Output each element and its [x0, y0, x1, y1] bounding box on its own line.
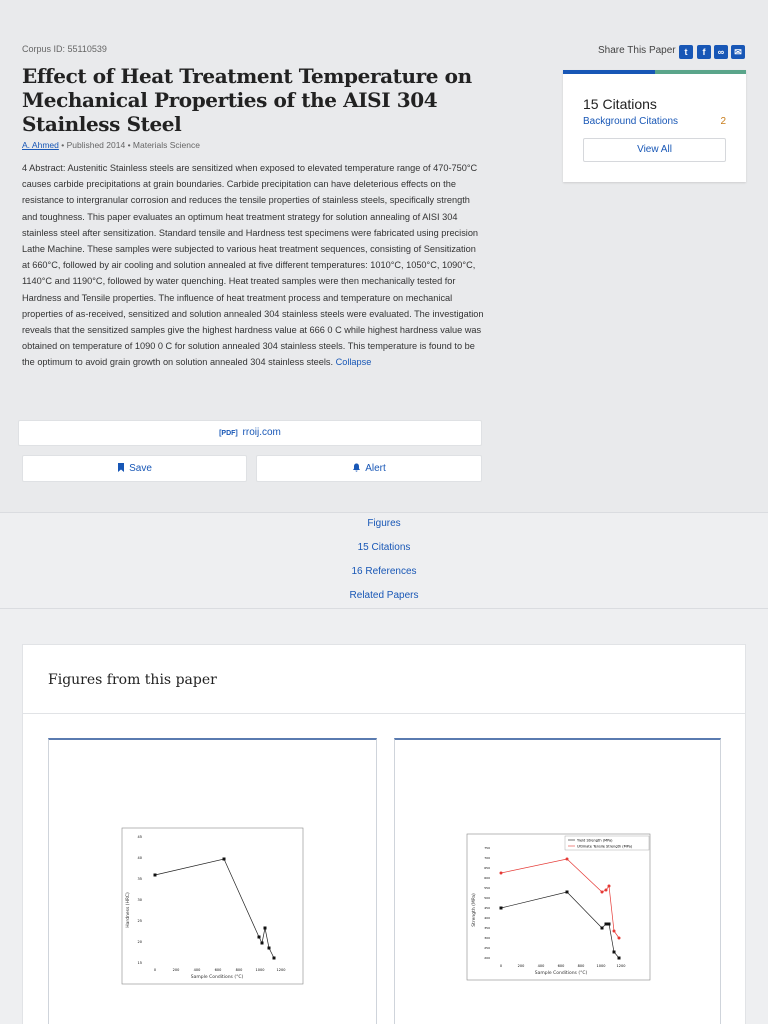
collapse-link[interactable]: Collapse — [335, 357, 372, 368]
x-tick: 200 — [517, 964, 525, 968]
data-point — [613, 951, 616, 954]
facebook-icon[interactable]: f — [697, 45, 711, 59]
data-point — [268, 947, 271, 950]
data-point — [605, 923, 608, 926]
hardness-chart — [49, 740, 378, 1024]
paper-meta: A. Ahmed • Published 2014 • Materials Science — [22, 140, 200, 150]
y-tick: 600 — [484, 876, 490, 880]
background-citations-link[interactable]: Background Citations — [583, 116, 679, 127]
y-tick: 450 — [484, 906, 490, 910]
pdf-source-link[interactable] — [18, 420, 482, 446]
y-tick: 400 — [484, 916, 490, 920]
data-point — [618, 937, 621, 940]
x-tick: 800 — [235, 968, 243, 972]
figure-thumbnail-1[interactable] — [48, 738, 377, 1024]
figures-header — [23, 645, 745, 714]
source-domain: rroij.com — [242, 427, 281, 438]
chart-frame — [467, 834, 650, 980]
y-tick: 500 — [484, 896, 490, 900]
data-point — [258, 936, 261, 939]
x-tick: 200 — [172, 968, 180, 972]
y-tick: 40 — [137, 856, 142, 860]
data-point — [264, 927, 267, 930]
alert-button[interactable] — [256, 455, 482, 482]
data-point — [500, 872, 503, 875]
twitter-icon[interactable]: t — [679, 45, 693, 59]
section-nav — [0, 512, 768, 609]
data-point — [608, 923, 611, 926]
data-point — [273, 957, 276, 960]
x-tick: 800 — [577, 964, 585, 968]
legend-uts: Ultimate Tensile Strength (MPa) — [577, 844, 633, 849]
x-tick: 1200 — [276, 968, 286, 972]
data-point — [608, 885, 611, 888]
legend-yield: Yield Strength (MPa) — [577, 838, 613, 843]
data-point — [154, 874, 157, 877]
y-tick: 30 — [137, 898, 142, 902]
data-point — [601, 891, 604, 894]
pdf-tag: [PDF] — [219, 430, 238, 437]
field-of-study: Materials Science — [132, 140, 200, 150]
x-tick: 400 — [537, 964, 545, 968]
y-axis-label: Hardness (HRC) — [126, 892, 131, 928]
y-axis-label: Strength (MPa) — [472, 893, 477, 927]
x-tick: 400 — [193, 968, 201, 972]
citations-card — [563, 70, 746, 182]
nav-related-papers[interactable]: Related Papers — [349, 590, 419, 601]
figures-card — [22, 644, 746, 1024]
abstract-text: 4 Abstract: Austenitic Stainless steels are sensitized when exposed to elevated temperature range of 470-750°C causes carbide precipitations at grain boundaries. Carbide precipitation can have deleterious effects on the resistance to intergranular corrosion and reduces the tensile properties of stainless steels, specifically strength and toughness. This paper evaluates an optimum heat treatment strategy for solution annealing of AISI 304 stainless steel after sensitization. Standard tensile and Hardness test specimens were fabricated using precision Lathe Machine. These samples were subjected to various heat treatment sequences, consisting of Sensitization at 660°C, followed by air cooling and solution annealed at five different temperatures: 1010°C, 1050°C, 1090°C, 1140°C and 1190°C, followed by water quenching. Heat treated samples were then mechanically tested for Hardness and Tensile properties. The influence of heat treatment process and temperature on mechanical properties of as-received, sensitized and solution annealed 304 stainless steels were evaluated. The investigation reveals that the sensitized samples give the highest hardness value at 666 0 C while highest hardness value was obtained on temperature of 1090 0 C for solution annealed 304 stainless steels. This temperature is found to be the optimum to avoid grain growth on solution annealed 304 stainless steels. — [22, 163, 484, 368]
y-tick: 300 — [484, 936, 490, 940]
x-axis-label: Sample Conditions (°C) — [190, 975, 244, 980]
card-accent-bar — [655, 70, 747, 74]
save-label: Save — [129, 463, 152, 474]
corpus-id: Corpus ID: 55110539 — [22, 44, 107, 54]
data-point — [613, 930, 616, 933]
abstract — [22, 160, 484, 371]
paper-title: Effect of Heat Treatment Temperature on Mechanical Properties of the AISI 304 Stainless Steel — [22, 64, 472, 136]
data-point — [601, 927, 604, 930]
x-tick: 1200 — [616, 964, 626, 968]
data-point — [566, 891, 569, 894]
data-point — [223, 858, 226, 861]
data-point — [261, 942, 264, 945]
data-point — [500, 907, 503, 910]
figures-heading: Figures from this paper — [48, 672, 217, 688]
nav-figures[interactable]: Figures — [367, 518, 401, 529]
y-tick: 200 — [484, 956, 490, 960]
x-tick: 1000 — [596, 964, 606, 968]
y-tick: 750 — [484, 846, 490, 850]
citations-count-title: 15 Citations — [583, 96, 657, 112]
y-tick: 20 — [137, 940, 142, 944]
author-link[interactable]: A. Ahmed — [22, 140, 59, 150]
data-point — [566, 858, 569, 861]
data-point — [618, 957, 621, 960]
chart-legend — [565, 836, 649, 850]
figure-thumbnail-2[interactable] — [394, 738, 721, 1024]
background-citations-count: 2 — [720, 116, 726, 127]
y-tick: 700 — [484, 856, 490, 860]
nav-citations[interactable]: 15 Citations — [357, 542, 411, 553]
published-date: Published 2014 — [66, 140, 126, 150]
y-tick: 45 — [137, 835, 142, 839]
share-label: Share This Paper — [598, 45, 676, 56]
alert-label: Alert — [365, 463, 386, 474]
bookmark-icon — [117, 463, 125, 472]
x-tick: 0 — [499, 964, 503, 968]
x-tick: 1000 — [255, 968, 265, 972]
y-tick: 550 — [484, 886, 490, 890]
strength-chart — [395, 740, 722, 1024]
x-tick: 600 — [557, 964, 565, 968]
chart-frame — [122, 828, 303, 984]
nav-references[interactable]: 16 References — [351, 566, 417, 577]
x-axis-label: Sample Conditions (°C) — [534, 971, 588, 976]
y-tick: 15 — [137, 961, 142, 965]
x-tick: 600 — [214, 968, 222, 972]
y-tick: 650 — [484, 866, 490, 870]
view-all-button[interactable]: View All — [583, 138, 726, 162]
y-tick: 350 — [484, 926, 490, 930]
x-tick: 0 — [153, 968, 157, 972]
y-tick: 25 — [137, 919, 142, 923]
bell-icon — [352, 463, 361, 472]
y-tick: 35 — [137, 877, 142, 881]
data-point — [605, 889, 608, 892]
link-icon[interactable]: ∞ — [714, 45, 728, 59]
y-tick: 250 — [484, 946, 490, 950]
email-icon[interactable]: ✉ — [731, 45, 745, 59]
save-button[interactable] — [22, 455, 247, 482]
